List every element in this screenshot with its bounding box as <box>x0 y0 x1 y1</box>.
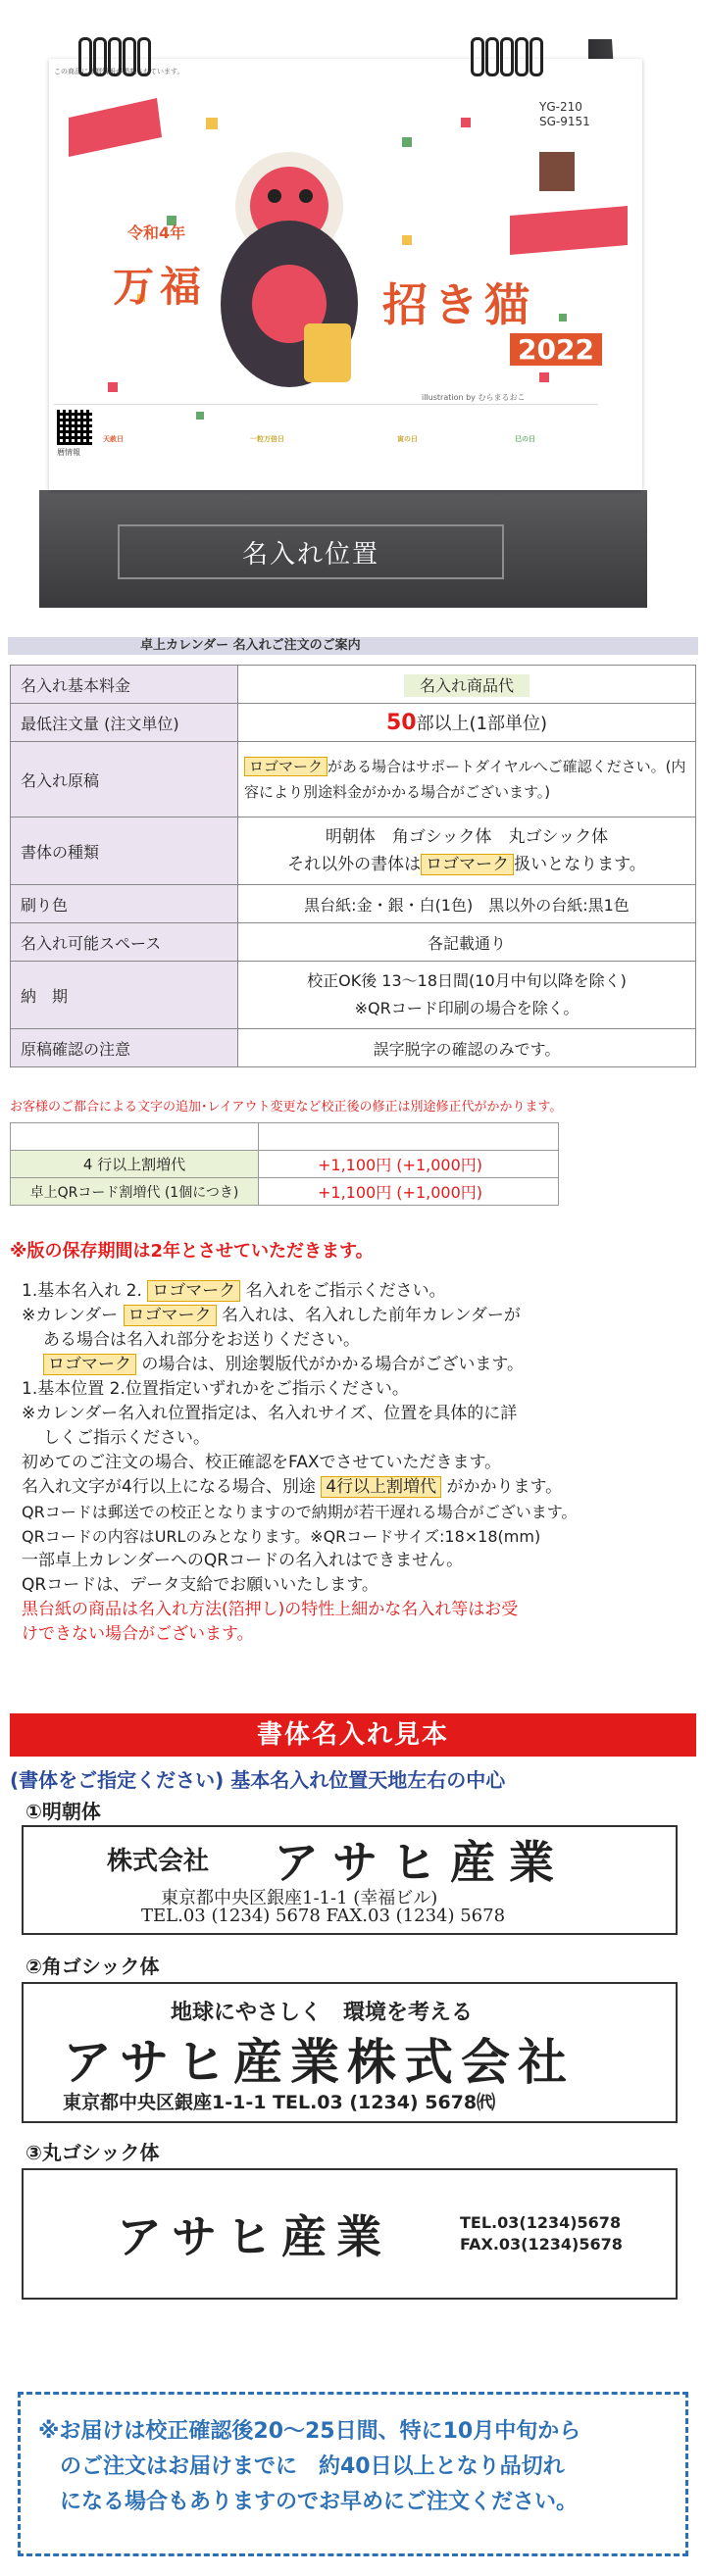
spec-key: 最低注文量 (注文単位) <box>11 704 238 742</box>
logo-mark-tag: ロゴマーク <box>147 1280 240 1302</box>
sample-company-name: アサヒ産業株式会社 <box>63 2034 575 2091</box>
extra-lines-tag: 4行以上割増代 <box>321 1476 441 1498</box>
delivery-notice <box>18 2392 688 2556</box>
table-row <box>11 1151 559 1178</box>
sample-label-mincho: ①明朝体 <box>25 1800 101 1823</box>
spec-key: 書体の種類 <box>11 817 238 885</box>
table-row <box>11 923 696 962</box>
spec-value-line <box>239 851 694 878</box>
order-section-header: 卓上カレンダー 名入れご注文のご案内 <box>8 637 698 655</box>
extra-fee-table <box>10 1122 559 1206</box>
instruction-line: ある場合は名入れ部分をお送りください。 <box>43 1330 360 1350</box>
spec-value <box>238 962 696 1029</box>
spec-value-text: 部以上(1部単位) <box>416 714 548 734</box>
logo-mark-tag: ロゴマーク <box>124 1305 217 1326</box>
spec-value-text: 明朝体 角ゴシック体 丸ゴシック体 <box>325 827 609 847</box>
illustration-credit: illustration by むらまるおこ <box>422 393 526 402</box>
strip-item: 一粒万倍日 <box>250 435 284 443</box>
font-sample-header: 書体名入れ見本 <box>10 1713 696 1757</box>
sample-box-kaku-gothic <box>22 1982 678 2123</box>
strip-item: 寅の日 <box>397 435 418 443</box>
revision-fee-note: お客様のご都合による文字の追加･レイアウト変更など校正後の修正は別途修正代がかかります。 <box>10 1100 563 1115</box>
qr-code-icon <box>57 410 92 445</box>
spec-value: 誤字脱字の確認のみです。 <box>238 1029 696 1067</box>
binding-ring <box>485 37 499 76</box>
sample-company-name: アサヒ産業 <box>117 2210 391 2263</box>
binding-ring <box>530 37 543 76</box>
binding-ring <box>471 37 484 76</box>
notice-line: ※お届けは校正確認後20～25日間、特に10月中旬から <box>38 2419 581 2444</box>
order-spec-table <box>10 665 696 1067</box>
strip-item: 巳の日 <box>515 435 535 443</box>
instruction-line: けできない場合がございます。 <box>22 1624 254 1644</box>
instruction-line: 黒台紙の商品は名入れ方法(箔押し)の特性上細かな名入れ等はお受 <box>22 1600 519 1619</box>
sample-box-maru-gothic <box>22 2168 678 2300</box>
binding-ring <box>108 37 122 76</box>
sample-address: 東京都中央区銀座1-1-1 TEL.03 (1234) 5678㈹ <box>63 2092 496 2113</box>
fee-label: 卓上QRコード割増代 (1個につき) <box>11 1178 259 1206</box>
table-row <box>11 817 696 885</box>
spec-value-text: それ以外の書体は <box>287 855 422 874</box>
binding-ring <box>123 37 136 76</box>
logo-mark-tag: ロゴマーク <box>244 757 328 776</box>
sample-box-mincho <box>22 1825 678 1935</box>
sample-company-type: 株式会社 <box>107 1847 210 1876</box>
spec-value-text: 名入れ商品代 <box>404 674 530 697</box>
sample-label-kaku-gothic: ②角ゴシック体 <box>25 1955 160 1978</box>
sample-fax: FAX.03(1234)5678 <box>460 2235 623 2254</box>
spec-value <box>238 742 696 817</box>
calendar-product-image <box>0 0 706 627</box>
font-sample-subtitle: (書体をご指定ください) 基本名入れ位置天地左右の中心 <box>10 1768 506 1792</box>
fee-price: +1,100円 (+1,000円) <box>259 1151 559 1178</box>
spec-key: 原稿確認の注意 <box>11 1029 238 1067</box>
instruction-line: QRコードの内容はURLのみとなります。※QRコードサイズ:18×18(mm) <box>22 1527 541 1546</box>
instruction-line: ※カレンダー ロゴマーク 名入れは、名入れした前年カレンダーが <box>22 1306 521 1325</box>
sample-company-name: アサヒ産業 <box>274 1836 568 1889</box>
name-position-box: 名入れ位置 <box>118 524 504 579</box>
instruction-line: 一部卓上カレンダーへのQRコードの名入れはできません。 <box>22 1551 464 1570</box>
calendar-title-right: 招き猫 <box>382 278 535 331</box>
spec-key: 名入れ基本料金 <box>11 666 238 704</box>
spec-key: 納 期 <box>11 962 238 1029</box>
binding-ring <box>93 37 107 76</box>
binding-ring <box>137 37 151 76</box>
spec-key: 刷り色 <box>11 885 238 923</box>
notice-line: のご注文はお届けまでに 約40日以上となり品切れ <box>60 2454 565 2479</box>
instruction-line: QRコードは、データ支給でお願いいたします。 <box>22 1575 378 1595</box>
table-row <box>11 1178 559 1206</box>
calendar-info-strip <box>54 404 598 473</box>
sample-address: 東京都中央区銀座1-1-1 (幸福ビル) <box>161 1888 438 1908</box>
calendar-year: 2022 <box>510 333 602 366</box>
sample-slogan: 地球にやさしく 環境を考える <box>171 2001 474 2025</box>
sample-tel: TEL.03(1234)5678 <box>460 2213 622 2232</box>
calendar-fineprint: この商品には暦情報が掲載されています。 <box>54 68 184 75</box>
product-codes <box>539 100 590 129</box>
spec-value-text: 扱いとなります。 <box>514 855 646 874</box>
instruction-line: 初めてのご注文の場合、校正確認をFAXでさせていただきます。 <box>22 1453 502 1472</box>
notice-line: になる場合もありますのでお早めにご注文ください。 <box>60 2490 579 2514</box>
binding-ring <box>500 37 514 76</box>
table-row <box>11 885 696 923</box>
binding-ring <box>78 37 92 76</box>
order-instructions <box>22 1279 688 1647</box>
table-row <box>11 704 696 742</box>
fee-price: +1,100円 (+1,000円) <box>259 1178 559 1206</box>
spec-value <box>238 704 696 742</box>
calendar-era-year: 令和4年 <box>127 223 186 242</box>
instruction-line: ロゴマーク の場合は、別途製版代がかかる場合がございます。 <box>22 1353 688 1377</box>
instruction-line: 1.基本名入れ 2. ロゴマーク 名入れをご指示ください。 <box>22 1281 446 1301</box>
spec-key: 名入れ原稿 <box>11 742 238 817</box>
table-row <box>11 962 696 1029</box>
instruction-line: 1.基本位置 2.位置指定いずれかをご指示ください。 <box>22 1379 409 1399</box>
strip-item: 天赦日 <box>103 435 124 443</box>
sample-tel: TEL.03 (1234) 5678 FAX.03 (1234) 5678 <box>141 1906 506 1926</box>
fee-label: 4 行以上割増代 <box>11 1151 259 1178</box>
spec-value-text: 校正OK後 13～18日間(10月中旬以降を除く) <box>307 971 627 990</box>
spec-value-text: ※QRコード印刷の場合を除く。 <box>354 999 580 1017</box>
spec-value <box>238 817 696 885</box>
plate-retention-note: ※版の保存期間は2年とさせていただきます。 <box>10 1241 374 1262</box>
sample-label-maru-gothic: ③丸ゴシック体 <box>25 2141 160 2164</box>
binding-ring <box>515 37 529 76</box>
instruction-line: しくご指示ください。 <box>43 1428 210 1448</box>
table-row <box>11 666 696 704</box>
product-code: YG-210 <box>539 100 582 114</box>
spec-value <box>238 666 696 704</box>
calendar-title-left: 万福 <box>113 263 208 311</box>
instruction-line: ※カレンダー名入れ位置指定は、名入れサイズ、位置を具体的に詳 <box>22 1404 518 1423</box>
instruction-line: QRコードは郵送での校正となりますので納期が若干遅れる場合がございます。 <box>22 1503 578 1521</box>
spec-value: 黒台紙:金・銀・白(1色) 黒以外の台紙:黒1色 <box>238 885 696 923</box>
table-row <box>11 1029 696 1067</box>
table-row <box>11 1123 559 1151</box>
table-row <box>11 742 696 817</box>
product-code: SG-9151 <box>539 115 590 128</box>
logo-mark-tag: ロゴマーク <box>421 854 514 875</box>
qr-label: 暦情報 <box>57 448 80 457</box>
logo-mark-tag: ロゴマーク <box>43 1354 136 1375</box>
min-quantity: 50 <box>385 711 417 735</box>
spec-value: 各記載通り <box>238 923 696 962</box>
spec-value-text: がある場合はサポートダイヤルへご確認ください。(内容により別途料金がかかる場合がございます。) <box>244 758 686 801</box>
spec-key: 名入れ可能スペース <box>11 923 238 962</box>
instruction-line: 名入れ文字が4行以上になる場合、別途 4行以上割増代 がかかります。 <box>22 1477 563 1497</box>
